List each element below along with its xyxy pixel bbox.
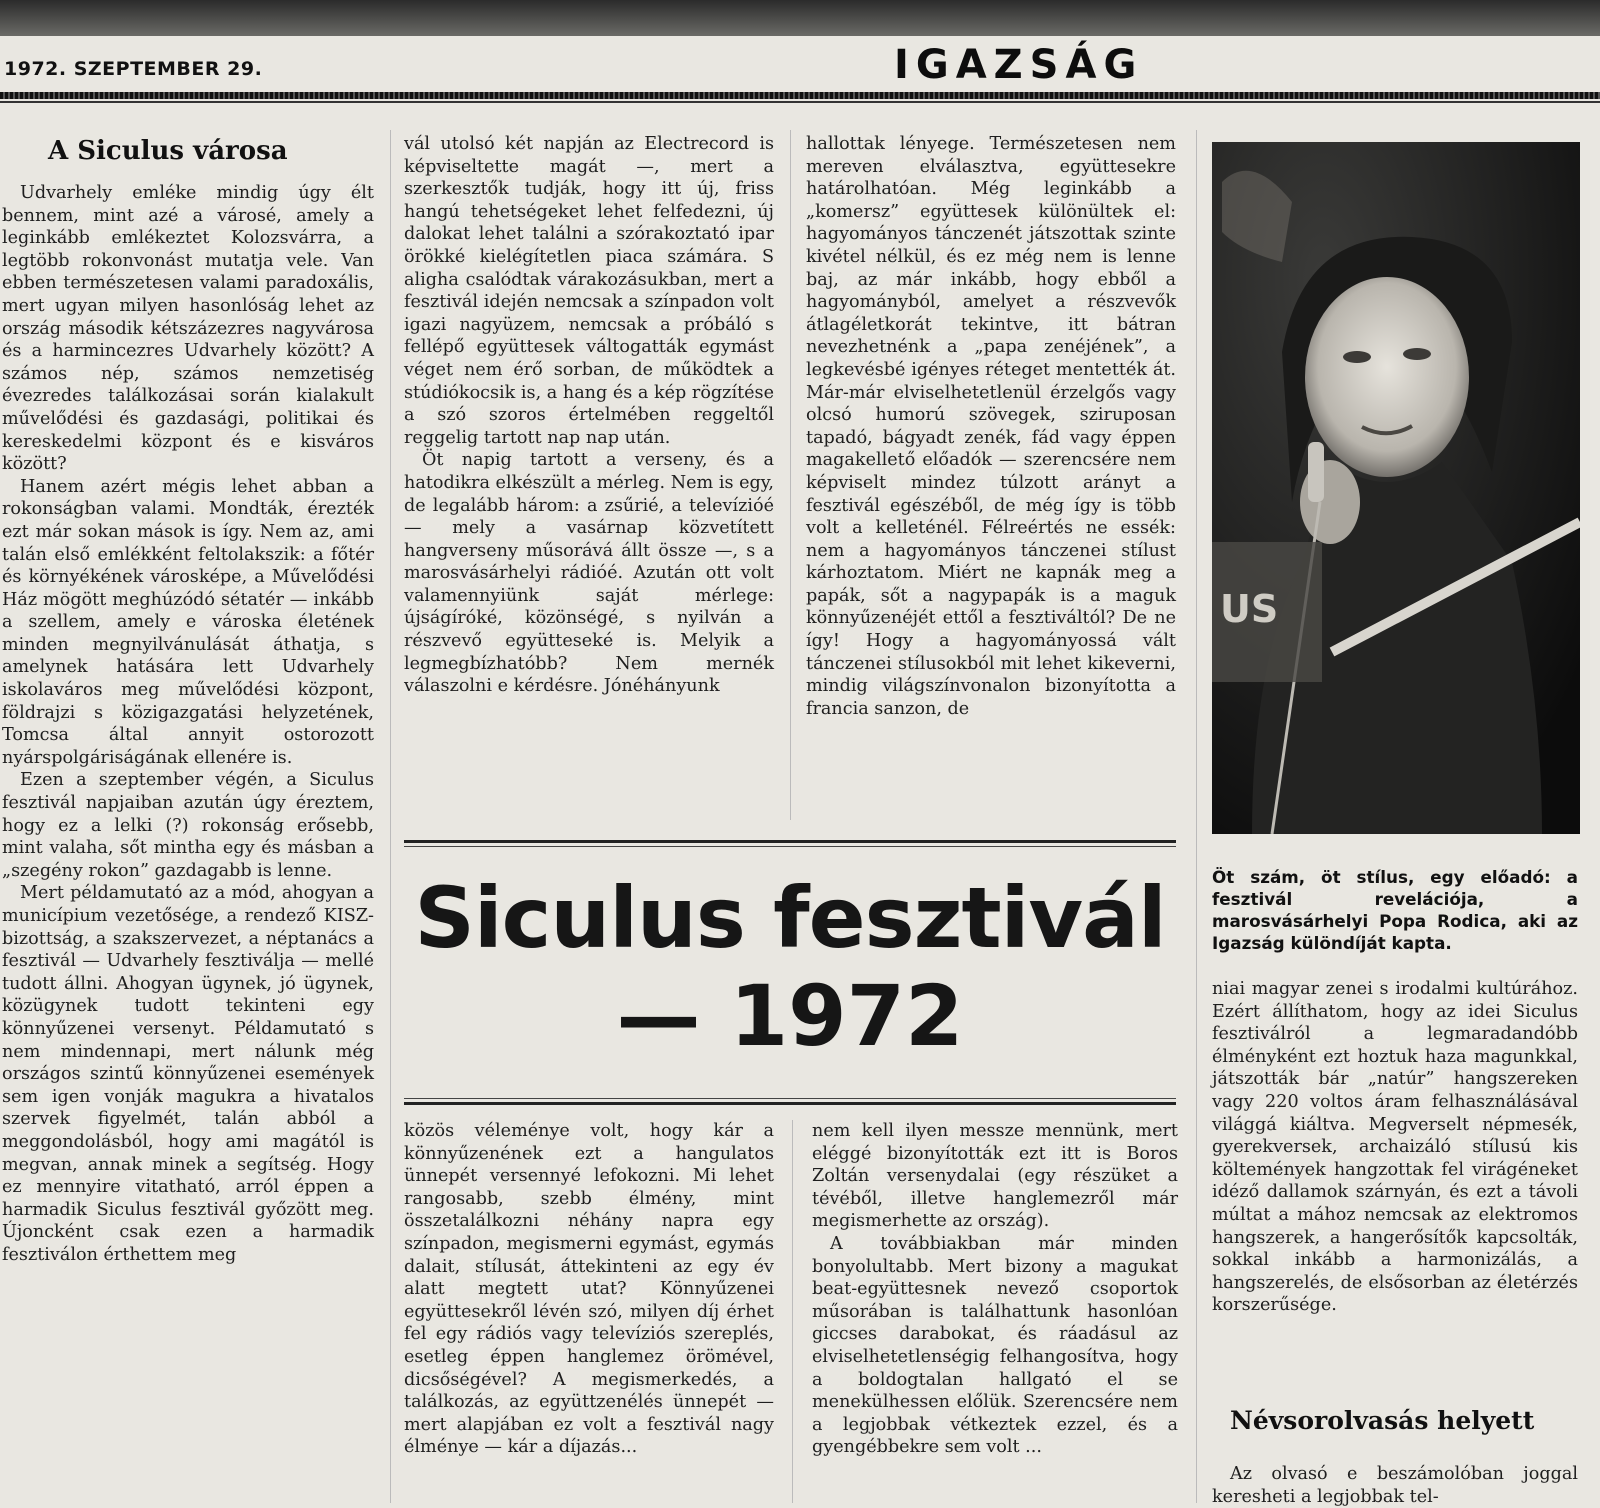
photo-caption: Öt szám, öt stílus, egy előadó: a fesztivál revelációja, a marosvásárhelyi Popa Rodica, aki az Igazság különdíját kapta. [1212,867,1578,953]
paragraph: hallottak lényege. Természetesen nem mereven elválasztva, együttesekre határolhatóan. Még leginkább a „komersz” együttesek különültek el: hagyományos tánczenét játszottak szinte kivétel nélkül, és ez még nem is lenne baj, az már inkább, hogy ebből a hagyományból, amelyet a részvevők átlagéletkorát tekintve, itt bátran nevezhetnénk a „papa zenéjének”, a legkevésbé igényes réteget mentették át. Már-már elviselhetetlenül érzelgős vagy olcsó humorú szövegek, sziruposan tapadó, bágyadt zenék, fád vagy éppen magakellető előadók — szerencsére nem képviselt mindez túlzott arányt a fesztivál egészéből, de még így is több volt a kelleténél. Félreértés ne essék: nem a hagyományos tánczenei stílust kárhoztatom. Miért ne kapnák meg a papák, sőt a nagypapák is a maguk könnyűzenéjét ettől a fesztiváltól? De ne így! Hogy a hagyományossá vált tánczenei stílusokból mit lehet kikeverni, mindig világszínvonalon bizonyította a francia sanzon, de [806,134,1176,719]
headline-rule-top [404,840,1176,843]
article-column-6 [812,1120,1178,1459]
paragraph: Öt napig tartott a verseny, és a hatodikra elkészült a mérleg. Nem is egy, de legalább három: a zsűrié, a televízióé — mely a vasárnap közvetített hangverseny műsorává állt össze —, s a marosvásárhelyi rádióé. Azután ott volt valamennyiünk saját mérlege: újságíróké, közönségé, s nyilván a részvevő együtteseké is. Melyik a legmegbízhatóbb? Nem mernék válaszolni e kérdésre. Jónéhányunk [404,450,774,697]
issue-date: 1972. SZEPTEMBER 29. [4,58,263,80]
paragraph: Udvarhely emléke mindig úgy élt bennem, mint azé a városé, amely a leginkább emlékeztet Kolozsvárra, a legtöbb rokonvonást mutatja vele. Van ebben természetesen valami paradoxális, mert ugyan milyen hasonlóság lehet az ország második kétszázezres nagyvárosa és a harmincezres Udvarhely között? A számos nép, számos nemzetiség évezredes találkozásai során kialakult művelődési és gazdasági, politikai és kereskedelmi központ és e kisváros között? [2,183,374,475]
header-rule-thin [0,101,1600,103]
headline-rule-bottom [404,1102,1176,1105]
paragraph: Hanem azért mégis lehet abban a rokonságban valami. Mondták, érezték ezt már sokan mások is így. Nem az, ami talán első emlékként feltolakszik: a főtér és környékének városképe, a Művelődési Ház mögött meghúzódó sétatér — inkább a szellem, amely e városka életének minden megnyilvánulását áthatja, s amelynek hatására lett Udvarhely iskolaváros meg művelődési központ, földrajzi s közigazgatási helyzetének, Tomcsa által annyit ostorozott nyárspolgáriságának ellenére is. [2,476,374,768]
column-divider [1196,130,1197,1503]
headline-rule-top-thin [404,846,1176,847]
paragraph: Mert példamutató az a mód, ahogyan a municípium vezetősége, a rendező KISZ-bizottság, a szakszervezet, a néptanács a fesztivál — Udvarhely fesztiválja — mellé tudott állni. Ahogyan ügynek, jó ügynek, közügynek tudott tekinteni egy könnyűzenei versenyt. Példamutató s nem mindennapi, mert nálunk még országos szintű könnyűzenei események sem igen vonják magukra a hivatalos szervek figyelmét, talán abból a meggondolásból, hogy ami magától is megvan, annak minek a segítség. Hogy ez mennyire vitatható, arról éppen a harmadik Siculus fesztivál győzött meg. Újoncként csak ezen a harmadik fesztiválon érthettem meg [2,883,374,1265]
page-header [0,36,1600,94]
headline-line-1: Siculus fesztivál [414,869,1166,967]
article-column-4 [1212,978,1578,1317]
subhead-nevsorolvasas: Névsorolvasás helyett [1230,1406,1535,1435]
article-column-3 [806,133,1176,720]
article-column-5 [404,1120,774,1459]
scan-top-shadow [0,0,1600,36]
headline-rule-bottom-thin [404,1098,1176,1099]
newspaper-title: IGAZSÁG [894,42,1144,88]
photo-illustration [1212,142,1580,834]
paragraph: nem kell ilyen messze mennünk, mert eléggé bizonyították ezt itt is Boros Zoltán versenydalai (egy részüket a tévéből, illetve hanglemezről már megismerhette az ország). [812,1121,1178,1232]
article-headline [404,870,1176,1064]
header-rule [0,92,1600,99]
paragraph: közös véleménye volt, hogy kár a könnyűzenének ezt a hangulatos ünnepét versennyé lefokozni. Mi lehet rangosabb, szebb élmény, mint összetalálkozni néhány napra egy színpadon, megismerni egymást, egymás dalait, stílusát, áttekinteni az egy év alatt megtett utat? Könnyűzenei együttesekről lévén szó, milyen díj érhet fel egy rádiós vagy televíziós szereplés, esetleg éppen hanglemez örömével, dicsőségével? A megismerkedés, a találkozás, az együttzenélés ünnepét — mert alapjában ez volt a fesztivál nagy élménye — kár a díjazás... [404,1121,774,1458]
article-column-1 [2,182,374,1267]
paragraph: niai magyar zenei s irodalmi kultúrához. Ezért állíthatom, hogy az idei Siculus fesztiválról a legmaradandóbb élményként ezt hoztuk haza magunkkal, játszották bár „natúr” hangszereken vagy 220 voltos áram felhasználásával világgá kiáltva. Megverselt népmesék, gyerekversek, archaizáló stílusú kis költemények hangzottak fel virágéneket idéző dallamok szárnyán, és ezt a távoli múltat a mához nemcsak az elektromos hangszerek, a hangerősítők kapcsolták, sokkal inkább a harmonizálás, a hangszerelés, de elsősorban az életérzés korszerűsége. [1212,979,1578,1316]
svg-text:US: US [1220,587,1279,631]
column-divider [792,1120,793,1503]
performer-photo [1212,142,1580,834]
paragraph: Az olvasó e beszámolóban joggal keresheti a legjobbak tel- [1212,1464,1578,1507]
headline-line-2: — 1972 [616,967,964,1065]
paragraph: vál utolsó két napján az Electrecord is képviseltette magát —, mert a szerkesztők tudják, hogy itt új, friss hangú tehetségeket lehet felfedezni, új dalokat lehet találni a szórakoztató ipar örökké kielégítetlen piaca számára. S aligha csalódtak várakozásukban, mert a fesztivál idején nemcsak a színpadon volt igazi nagyüzem, nemcsak a próbáló s fellépő együttesek váltogatták egymást véget nem érő sorban, de működtek a stúdiókocsik is, a hang és a kép rögzítése a szó szoros értelmében reggeltől reggelig tartott nap nap után. [404,134,774,448]
paragraph: A továbbiakban már minden bonyolultabb. Mert bizony a magukat beat-együttesnek nevező csoportok műsorában is találhattunk hasonlóan giccses darabokat, és ráadásul az elviselhetetlenségig felhangosítva, hogy a boldogtalan hallgató el se menekülhessen előlük. Szerencsére nem a legjobbak vétkeztek ezzel, és a gyengébbekre sem volt ... [812,1233,1178,1458]
column-divider [390,130,391,1503]
article-column-2 [404,133,774,698]
paragraph: Ezen a szeptember végén, a Siculus fesztivál napjaiban azután úgy éreztem, hogy ez a lelki (?) rokonság erősebb, mint valaha, sőt mintha egy és másban a „szegény rokon” gazdagabb is lenne. [2,770,374,881]
article-column-7 [1212,1463,1578,1508]
subhead-siculus-varosa: A Siculus városa [48,136,288,166]
column-divider [790,130,791,820]
